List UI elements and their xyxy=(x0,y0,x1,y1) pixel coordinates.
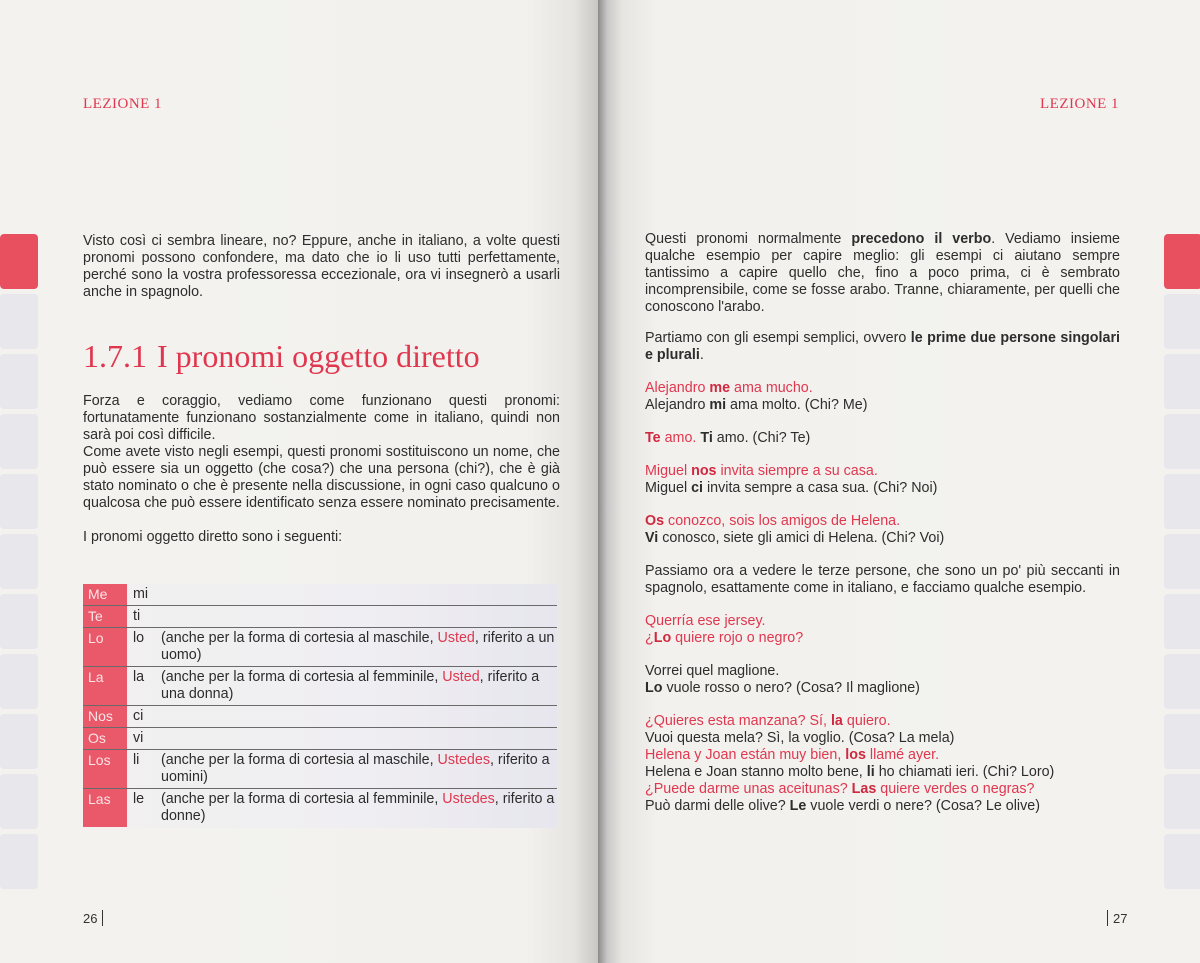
right-page xyxy=(598,0,1200,963)
example-block: Miguel nos invita siempre a su casa. Miguel ci invita sempre a casa sua. (Chi? Noi) xyxy=(645,463,938,496)
side-tab xyxy=(0,474,38,529)
table-row: Los li (anche per la forma di cortesia al maschile, Ustedes, riferito a uomini) xyxy=(83,750,557,789)
side-tab xyxy=(1164,474,1200,529)
example-block: Os conozco, sois los amigos de Helena. Vi conosco, siete gli amici di Helena. (Chi? Voi) xyxy=(645,513,945,546)
side-tab xyxy=(1164,294,1200,349)
table-row: Te ti xyxy=(83,606,557,628)
side-tab xyxy=(1164,654,1200,709)
left-page xyxy=(0,0,598,963)
side-tab xyxy=(1164,414,1200,469)
side-tabs-left xyxy=(0,234,38,894)
table-row: Nos ci xyxy=(83,706,557,728)
table-row: Os vi xyxy=(83,728,557,750)
side-tab-active xyxy=(0,234,38,289)
side-tab xyxy=(0,714,38,769)
side-tab xyxy=(0,774,38,829)
example-block: ¿Quieres esta manzana? Sí, la quiero. Vuoi questa mela? Sì, la voglio. (Cosa? La mela) Helena y Joan están muy bien, los llamé ayer. Helena e Joan stanno molto bene, li ho chiamati ieri. (Chi? Loro) ¿Puede darme unas aceitunas? Las quiere verdes o negras? Può darmi delle olive? Le vuole verdi o nere? (Cosa? Le olive) xyxy=(645,713,1055,814)
side-tab xyxy=(0,294,38,349)
intro-paragraph: Visto così ci sembra lineare, no? Eppure, anche in italiano, a volte questi pronomi possono confondere, ma dato che io li uso tutti perfettamente, perché sono la vostra professoressa eccezionale, ora vi insegnerò a usarli anche in spagnolo. xyxy=(83,233,560,300)
section-heading xyxy=(83,338,480,375)
section-number: 1.7.1 xyxy=(83,338,147,374)
side-tab xyxy=(0,534,38,589)
paragraph: Questi pronomi normalmente precedono il verbo. Vediamo insieme qualche esempio per capire meglio: gli esempi ci aiutano sempre tantissimo a capire quello che, fino a poco prima, ci è sembrato incomprensibile, come se fosse arabo. Tranne, chiaramente, per quelli che conoscono l'arabo. xyxy=(645,231,1121,315)
table-row: La la (anche per la forma di cortesia al femminile, Usted, riferito a una donna) xyxy=(83,667,557,706)
side-tab xyxy=(1164,774,1200,829)
side-tab xyxy=(0,834,38,889)
page-number-right: 27 xyxy=(1107,910,1127,926)
paragraph: Forza e coraggio, vediamo come funzionano questi pronomi: fortunatamente funzionano sostanzialmente come in italiano, quindi non sarà poi così difficile. xyxy=(83,393,560,443)
paragraph: Come avete visto negli esempi, questi pronomi sostituiscono un nome, che può essere sia un oggetto (che cosa?) che una persona (chi?), che è già stato nominato o che è presente nella discussione, in ogni caso qualcuno o qualcosa che può essere identificato senza essere nominato precisamente. xyxy=(83,444,560,511)
side-tab xyxy=(0,414,38,469)
side-tabs-right xyxy=(1164,234,1200,894)
section-title: I pronomi oggetto diretto xyxy=(157,338,480,374)
paragraph: I pronomi oggetto diretto sono i seguenti: xyxy=(83,529,343,545)
pronoun-table xyxy=(83,584,557,827)
side-tab xyxy=(1164,354,1200,409)
side-tab xyxy=(1164,594,1200,649)
example-block: Te amo. Ti amo. (Chi? Te) xyxy=(645,430,811,446)
side-tab-active xyxy=(1164,234,1200,289)
paragraph: Partiamo con gli esempi semplici, ovvero le prime due persone singolari e plurali. xyxy=(645,330,1120,363)
side-tab xyxy=(0,594,38,649)
body-paragraphs xyxy=(83,393,560,546)
side-tab xyxy=(1164,834,1200,889)
page-number-left: 26 xyxy=(83,910,103,926)
table-row: Lo lo (anche per la forma di cortesia al maschile, Usted, riferito a un uomo) xyxy=(83,628,557,667)
example-block: Alejandro me ama mucho. Alejandro mi ama molto. (Chi? Me) xyxy=(645,380,868,413)
table-row: Las le (anche per la forma di cortesia al femminile, Ustedes, riferito a donne) xyxy=(83,789,557,827)
side-tab xyxy=(1164,534,1200,589)
example-block: Vorrei quel maglione. Lo vuole rosso o nero? (Cosa? Il maglione) xyxy=(645,663,920,696)
running-head-right: LEZIONE 1 xyxy=(1040,96,1120,112)
paragraph: Passiamo ora a vedere le terze persone, che sono un po' più seccanti in spagnolo, esattamente come in italiano, e facciamo qualche esempio. xyxy=(645,563,1120,596)
right-body xyxy=(645,231,1120,815)
side-tab xyxy=(1164,714,1200,769)
side-tab xyxy=(0,654,38,709)
example-block: Querría ese jersey. ¿Lo quiere rojo o negro? xyxy=(645,613,804,646)
running-head-left: LEZIONE 1 xyxy=(83,96,163,112)
table-row: Me mi xyxy=(83,584,557,606)
side-tab xyxy=(0,354,38,409)
